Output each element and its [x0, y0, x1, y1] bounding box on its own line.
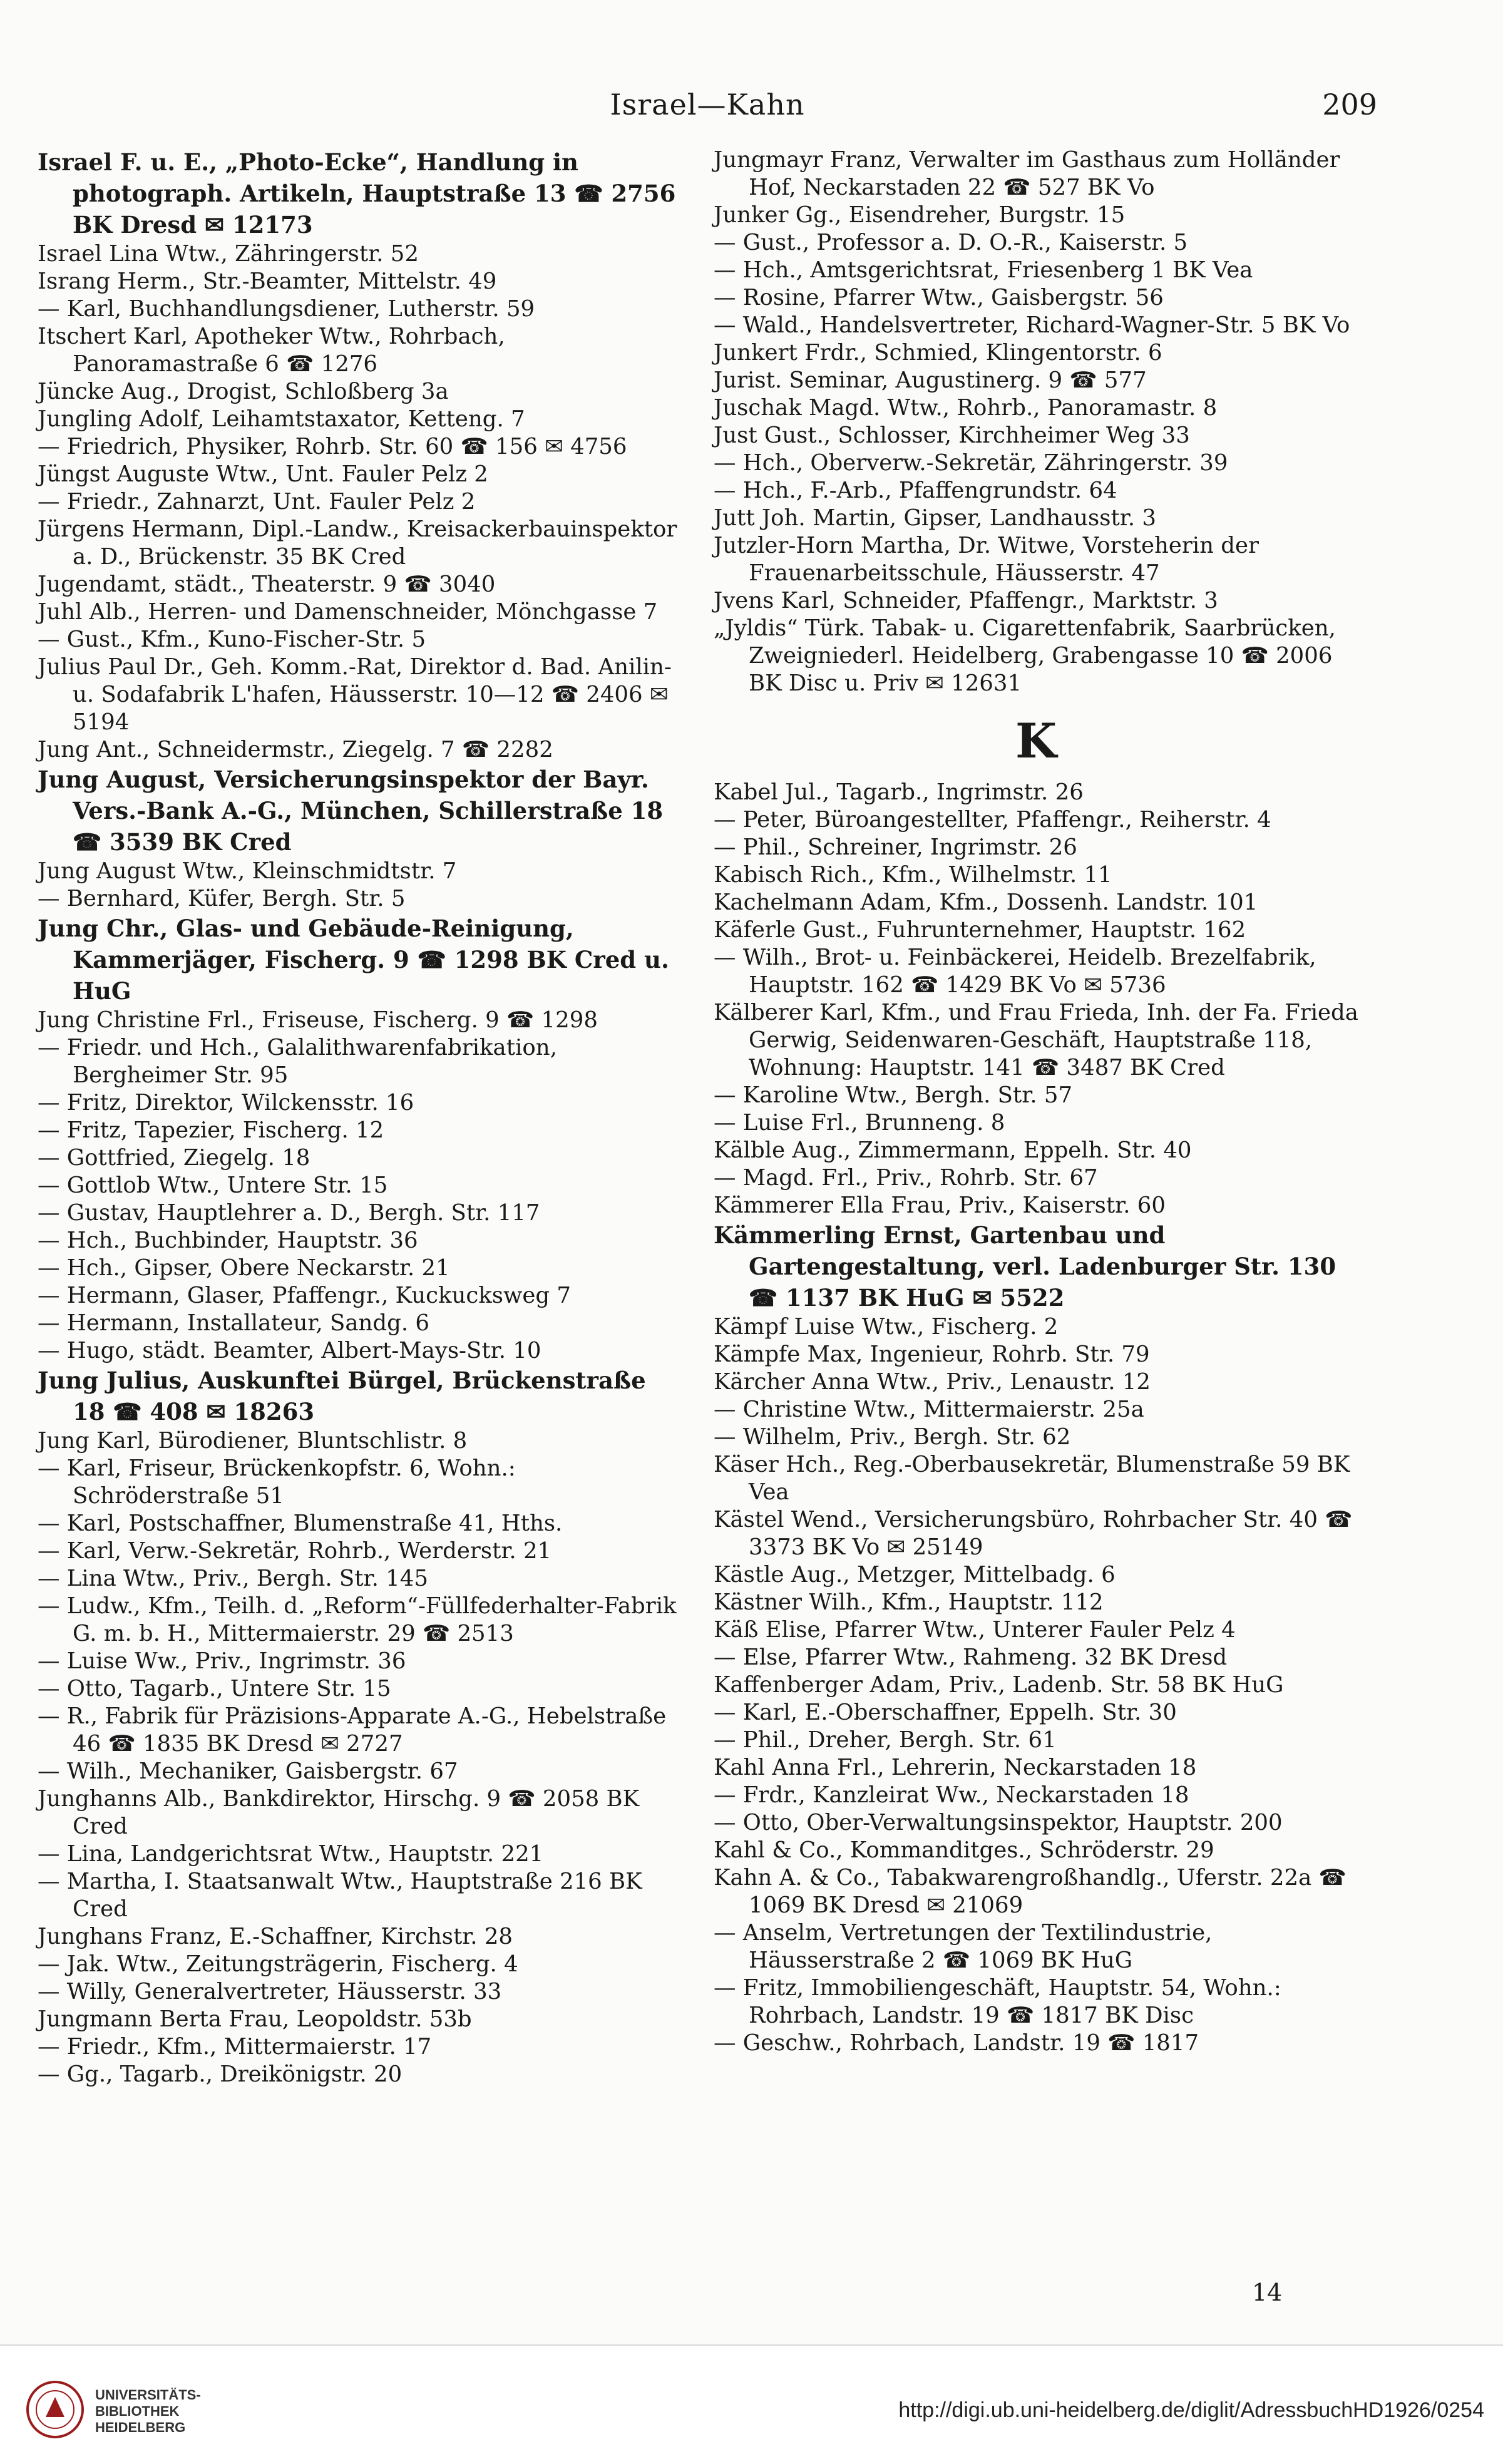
directory-entry: — Ludw., Kfm., Teilh. d. „Reform“-Füllfederhalter-Fabrik G. m. b. H., Mittermaierstr. 29 ☎ 2513: [38, 1593, 677, 1646]
directory-entry: — Else, Pfarrer Wtw., Rahmeng. 32 BK Dresd: [714, 1645, 1228, 1670]
directory-entry: Kämpf Luise Wtw., Fischerg. 2: [714, 1314, 1059, 1340]
directory-entry: Jungmayr Franz, Verwalter im Gasthaus zum Holländer Hof, Neckarstaden 22 ☎ 527 BK Vo: [714, 147, 1340, 200]
directory-entry: — Otto, Ober-Verwaltungsinspektor, Hauptstr. 200: [714, 1810, 1283, 1835]
directory-entry: Juhl Alb., Herren- und Damenschneider, Mönchgasse 7: [38, 599, 658, 625]
right-column: [714, 146, 1358, 2057]
directory-entry: Käser Hch., Reg.-Oberbausekretär, Blumenstraße 59 BK Vea: [714, 1452, 1350, 1505]
library-line-1: UNIVERSITÄTS-: [95, 2387, 201, 2403]
directory-entry: — Hch., Gipser, Obere Neckarstr. 21: [38, 1255, 450, 1281]
left-column: [38, 146, 682, 2088]
university-seal-icon: [24, 2378, 86, 2441]
directory-entry: Kärcher Anna Wtw., Priv., Lenaustr. 12: [714, 1369, 1151, 1395]
directory-entry: Jungling Adolf, Leihamtstaxator, Ketteng. 7: [38, 406, 525, 432]
directory-entry: — Gustav, Hauptlehrer a. D., Bergh. Str. 117: [38, 1200, 540, 1226]
page-number: 209: [1322, 88, 1377, 121]
directory-entry: — Wilh., Mechaniker, Gaisbergstr. 67: [38, 1758, 458, 1784]
directory-entry: Kälble Aug., Zimmermann, Eppelh. Str. 40: [714, 1137, 1192, 1163]
library-name: [95, 2387, 201, 2436]
directory-entry: — Hch., Oberverw.-Sekretär, Zähringerstr. 39: [714, 450, 1228, 476]
directory-entry: Jüncke Aug., Drogist, Schloßberg 3a: [38, 379, 449, 404]
directory-entry: Kabisch Rich., Kfm., Wilhelmstr. 11: [714, 862, 1112, 888]
page-header: [38, 88, 1377, 131]
directory-entry: Jung Christine Frl., Friseuse, Fischerg. 9 ☎ 1298: [38, 1007, 598, 1033]
library-line-2: BIBLIOTHEK: [95, 2403, 180, 2419]
directory-entry: — Phil., Schreiner, Ingrimstr. 26: [714, 834, 1077, 860]
directory-entry: — Willy, Generalvertreter, Häusserstr. 33: [38, 1979, 502, 2005]
directory-entry: — Lina, Landgerichtsrat Wtw., Hauptstr. 221: [38, 1841, 544, 1867]
directory-entry: Israel Lina Wtw., Zähringerstr. 52: [38, 241, 419, 267]
directory-entry: — Christine Wtw., Mittermaierstr. 25a: [714, 1397, 1144, 1422]
directory-entry: — Hch., Amtsgerichtsrat, Friesenberg 1 BK Vea: [714, 257, 1253, 283]
directory-entry: Israel F. u. E., „Photo-Ecke“, Handlung in photograph. Artikeln, Hauptstraße 13 ☎ 2756 BK Dresd ✉ 12173: [38, 148, 676, 239]
directory-entry: — Gust., Professor a. D. O.-R., Kaiserstr. 5: [714, 230, 1188, 255]
directory-entry: — Bernhard, Küfer, Bergh. Str. 5: [38, 886, 406, 911]
directory-entry: Julius Paul Dr., Geh. Komm.-Rat, Direktor d. Bad. Anilin- u. Sodafabrik L'hafen, Häusserstr. 10—12 ☎ 2406 ✉ 5194: [38, 654, 672, 735]
directory-entry: Juschak Magd. Wtw., Rohrb., Panoramastr. 8: [714, 395, 1218, 421]
directory-entry: — Peter, Büroangestellter, Pfaffengr., Reiherstr. 4: [714, 807, 1271, 833]
directory-entry: Kämmerling Ernst, Gartenbau und Gartengestaltung, verl. Ladenburger Str. 130 ☎ 1137 BK HuG ✉ 5522: [714, 1221, 1336, 1312]
directory-entry: Kästel Wend., Versicherungsbüro, Rohrbacher Str. 40 ☎ 3373 BK Vo ✉ 25149: [714, 1507, 1353, 1560]
directory-entry: — Karl, Buchhandlungsdiener, Lutherstr. 59: [38, 296, 535, 322]
directory-entry: Käß Elise, Pfarrer Wtw., Unterer Fauler Pelz 4: [714, 1617, 1236, 1643]
directory-entry: Kästle Aug., Metzger, Mittelbadg. 6: [714, 1562, 1116, 1588]
directory-entry: — Luise Ww., Priv., Ingrimstr. 36: [38, 1648, 406, 1674]
directory-entry: Kästner Wilh., Kfm., Hauptstr. 112: [714, 1589, 1104, 1615]
directory-entry: — Fritz, Tapezier, Fischerg. 12: [38, 1117, 384, 1143]
directory-entry: — Hermann, Installateur, Sandg. 6: [38, 1310, 429, 1336]
directory-entry: — Wilh., Brot- u. Feinbäckerei, Heidelb. Brezelfabrik, Hauptstr. 162 ☎ 1429 BK Vo ✉ 5736: [714, 945, 1316, 998]
library-line-3: HEIDELBERG: [95, 2420, 186, 2435]
directory-entry: — Rosine, Pfarrer Wtw., Gaisbergstr. 56: [714, 285, 1164, 311]
directory-entry: — Friedr., Zahnarzt, Unt. Fauler Pelz 2: [38, 489, 476, 515]
directory-entry: Just Gust., Schlosser, Kirchheimer Weg 33: [714, 423, 1190, 448]
directory-entry: — Gg., Tagarb., Dreikönigstr. 20: [38, 2061, 403, 2087]
directory-entry: — Gottlob Wtw., Untere Str. 15: [38, 1173, 388, 1198]
directory-entry: — Hermann, Glaser, Pfaffengr., Kuckucksweg 7: [38, 1283, 571, 1308]
directory-entry: Kahl Anna Frl., Lehrerin, Neckarstaden 18: [714, 1755, 1197, 1780]
directory-entry: — Friedr., Kfm., Mittermaierstr. 17: [38, 2034, 432, 2060]
directory-entry: — Luise Frl., Brunneng. 8: [714, 1110, 1005, 1136]
directory-entry: — Friedr. und Hch., Galalithwarenfabrikation, Bergheimer Str. 95: [38, 1035, 557, 1088]
directory-entry: Jurist. Seminar, Augustinerg. 9 ☎ 577: [714, 367, 1147, 393]
directory-entry: Kämpfe Max, Ingenieur, Rohrb. Str. 79: [714, 1342, 1150, 1367]
directory-entry: Jugendamt, städt., Theaterstr. 9 ☎ 3040: [38, 572, 496, 597]
directory-entry: — Hugo, städt. Beamter, Albert-Mays-Str. 10: [38, 1338, 541, 1363]
directory-entry: Jung Ant., Schneidermstr., Ziegelg. 7 ☎ 2282: [38, 737, 553, 762]
directory-entry: — Phil., Dreher, Bergh. Str. 61: [714, 1727, 1057, 1753]
directory-entry: — Geschw., Rohrbach, Landstr. 19 ☎ 1817: [714, 2030, 1199, 2056]
directory-entry: — Jak. Wtw., Zeitungsträgerin, Fischerg. 4: [38, 1951, 518, 1977]
directory-entry: — Gottfried, Ziegelg. 18: [38, 1145, 310, 1171]
directory-entry: Jutt Joh. Martin, Gipser, Landhausstr. 3: [714, 505, 1156, 531]
directory-entry: Junker Gg., Eisendreher, Burgstr. 15: [714, 202, 1126, 228]
directory-entry: — Martha, I. Staatsanwalt Wtw., Hauptstraße 216 BK Cred: [38, 1869, 642, 1922]
directory-entry: Jvens Karl, Schneider, Pfaffengr., Marktstr. 3: [714, 588, 1218, 613]
directory-entry: — Karl, Friseur, Brückenkopfstr. 6, Wohn.: Schröderstraße 51: [38, 1455, 516, 1509]
directory-entry: Junkert Frdr., Schmied, Klingentorstr. 6: [714, 340, 1162, 366]
source-url[interactable]: http://digi.ub.uni-heidelberg.de/diglit/AdressbuchHD1926/0254: [898, 2398, 1484, 2422]
directory-entry: — Hch., F.-Arb., Pfaffengrundstr. 64: [714, 478, 1117, 503]
directory-entry: — Karoline Wtw., Bergh. Str. 57: [714, 1082, 1073, 1108]
directory-entry: — Wald., Handelsvertreter, Richard-Wagner-Str. 5 BK Vo: [714, 312, 1350, 338]
directory-entry: — Otto, Tagarb., Untere Str. 15: [38, 1676, 391, 1702]
directory-entry: Jung Karl, Bürodiener, Bluntschlistr. 8: [38, 1428, 468, 1454]
running-head: Israel—Kahn: [610, 88, 805, 121]
directory-entry: Kabel Jul., Tagarb., Ingrimstr. 26: [714, 779, 1084, 805]
directory-entry: Kahn A. & Co., Tabakwarengroßhandlg., Uferstr. 22a ☎ 1069 BK Dresd ✉ 21069: [714, 1865, 1347, 1918]
directory-entry: Itschert Karl, Apotheker Wtw., Rohrbach, Panoramastraße 6 ☎ 1276: [38, 324, 505, 377]
directory-entry: — R., Fabrik für Präzisions-Apparate A.-G., Hebelstraße 46 ☎ 1835 BK Dresd ✉ 2727: [38, 1703, 667, 1757]
directory-entry: — Fritz, Immobiliengeschäft, Hauptstr. 54, Wohn.: Rohrbach, Landstr. 19 ☎ 1817 BK Disc: [714, 1975, 1281, 2028]
directory-entry: Kahl & Co., Kommanditges., Schröderstr. 29: [714, 1837, 1214, 1863]
directory-entry: Kälberer Karl, Kfm., und Frau Frieda, Inh. der Fa. Frieda Gerwig, Seidenwaren-Geschäft, Hauptstraße 118, Wohnung: Hauptstr. 141 ☎ 3487 BK Cred: [714, 1000, 1358, 1081]
directory-entry: — Lina Wtw., Priv., Bergh. Str. 145: [38, 1566, 428, 1591]
directory-entry: Junghanns Alb., Bankdirektor, Hirschg. 9 ☎ 2058 BK Cred: [38, 1786, 640, 1839]
directory-entry: Jüngst Auguste Wtw., Unt. Fauler Pelz 2: [38, 461, 488, 487]
directory-entry: — Magd. Frl., Priv., Rohrb. Str. 67: [714, 1165, 1098, 1191]
directory-entry: Kachelmann Adam, Kfm., Dossenh. Landstr. 101: [714, 890, 1258, 915]
directory-entry: Jungmann Berta Frau, Leopoldstr. 53b: [38, 2006, 472, 2032]
right-column-j-entries: [714, 146, 1358, 697]
directory-entry: — Wilhelm, Priv., Bergh. Str. 62: [714, 1424, 1071, 1450]
directory-entry: — Fritz, Direktor, Wilckensstr. 16: [38, 1090, 414, 1116]
directory-entry: — Karl, Verw.-Sekretär, Rohrb., Werderstr. 21: [38, 1538, 552, 1564]
directory-entry: — Karl, E.-Oberschaffner, Eppelh. Str. 30: [714, 1700, 1177, 1725]
directory-entry: — Friedrich, Physiker, Rohrb. Str. 60 ☎ 156 ✉ 4756: [38, 434, 627, 459]
directory-entry: — Gust., Kfm., Kuno-Fischer-Str. 5: [38, 627, 426, 652]
directory-entry: Junghans Franz, E.-Schaffner, Kirchstr. 28: [38, 1924, 513, 1949]
directory-entry: — Frdr., Kanzleirat Ww., Neckarstaden 18: [714, 1782, 1189, 1808]
directory-entry: — Karl, Postschaffner, Blumenstraße 41, Hths.: [38, 1511, 563, 1536]
section-letter-k: K: [1015, 713, 1057, 769]
directory-entry: Jung August, Versicherungsinspektor der Bayr. Vers.-Bank A.-G., München, Schillerstraße 18 ☎ 3539 BK Cred: [38, 766, 664, 856]
directory-entry: Jutzler-Horn Martha, Dr. Witwe, Vorsteherin der Frauenarbeitsschule, Häusserstr. 47: [714, 533, 1259, 586]
digitization-footer: [0, 2344, 1503, 2464]
directory-entry: Jung Chr., Glas- und Gebäude-Reinigung, Kammerjäger, Fischerg. 9 ☎ 1298 BK Cred u. HuG: [38, 915, 669, 1005]
directory-entry: Kaffenberger Adam, Priv., Ladenb. Str. 58 BK HuG: [714, 1672, 1284, 1698]
directory-entry: Jung August Wtw., Kleinschmidtstr. 7: [38, 858, 457, 884]
signature-mark: 14: [1252, 2279, 1283, 2306]
directory-entry: Käferle Gust., Fuhrunternehmer, Hauptstr. 162: [714, 917, 1246, 943]
right-column-k-entries: [714, 779, 1358, 2057]
directory-entry: Israng Herm., Str.-Beamter, Mittelstr. 49: [38, 269, 497, 294]
directory-entry: „Jyldis“ Türk. Tabak- u. Cigarettenfabrik, Saarbrücken, Zweigniederl. Heidelberg, Grabengasse 10 ☎ 2006 BK Disc u. Priv ✉ 12631: [714, 615, 1336, 696]
directory-entry: Jung Julius, Auskunftei Bürgel, Brückenstraße 18 ☎ 408 ✉ 18263: [38, 1367, 646, 1425]
directory-entry: Kämmerer Ella Frau, Priv., Kaiserstr. 60: [714, 1193, 1166, 1218]
directory-entry: Jürgens Hermann, Dipl.-Landw., Kreisackerbauinspektor a. D., Brückenstr. 35 BK Cred: [38, 516, 677, 570]
directory-entry: — Anselm, Vertretungen der Textilindustrie, Häusserstraße 2 ☎ 1069 BK HuG: [714, 1920, 1213, 1973]
directory-entry: — Hch., Buchbinder, Hauptstr. 36: [38, 1228, 418, 1253]
